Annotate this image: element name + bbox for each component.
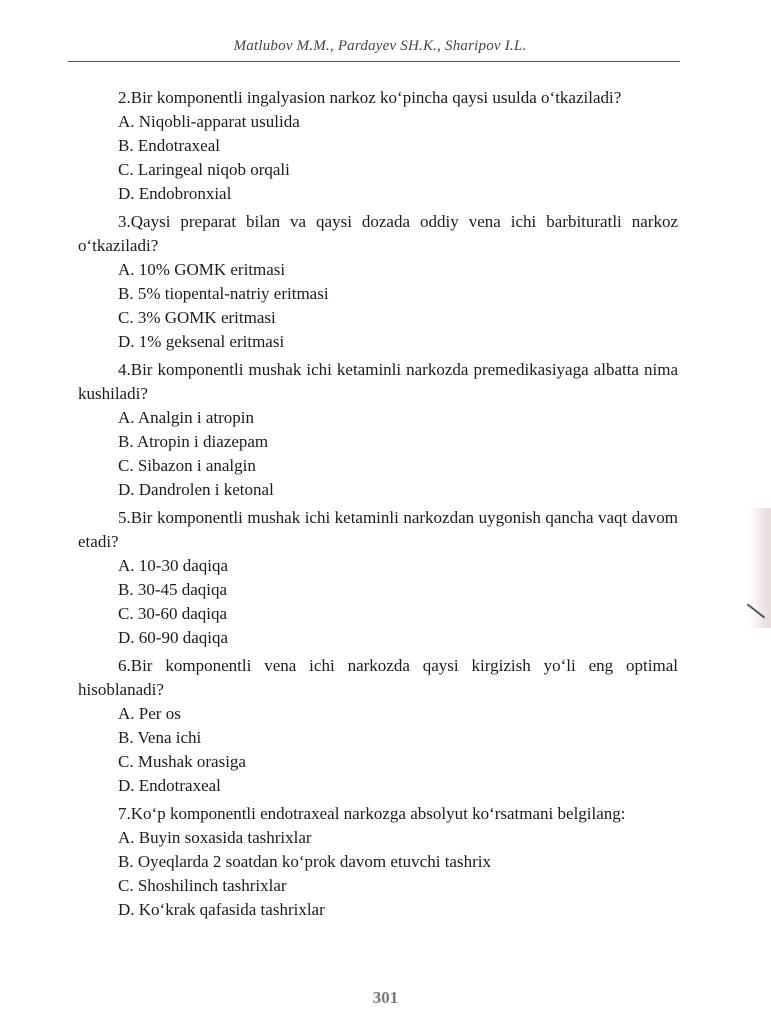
answer-options [78,258,678,354]
question-text: 3.Qaysi preparat bilan va qaysi dozada oddiy vena ichi barbituratli narkoz o‘tkaziladi? [78,212,678,255]
answer-options [78,554,678,650]
option-d: D. 1% geksenal eritmasi [118,332,285,351]
option-d: D. Ko‘krak qafasida tashrixlar [118,900,325,919]
answer-options [78,110,678,206]
option-b: B. Atropin i diazepam [118,432,269,451]
question-text: 4.Bir komponentli mushak ichi ketaminli narkozda premedikasiyaga albatta nima kushiladi? [78,360,678,403]
option-b: B. Oyeqlarda 2 soatdan ko‘prok davom etuvchi tashrix [118,852,491,871]
question-3 [78,210,678,354]
option-a: A. 10-30 daqiqa [118,556,229,575]
option-c: C. 30-60 daqiqa [118,604,228,623]
question-6 [78,654,678,798]
question-text: 7.Ko‘p komponentli endotraxeal narkozga absolyut ko‘rsatmani belgilang: [118,804,626,823]
option-c: C. Shoshilinch tashrixlar [118,876,287,895]
question-list [78,86,678,926]
page-edge-shadow [749,508,771,628]
answer-options [78,702,678,798]
option-c: C. Laringeal niqob orqali [118,160,290,179]
option-d: D. Endotraxeal [118,776,221,795]
option-a: A. Niqobli-apparat usulida [118,112,300,131]
question-text: 2.Bir komponentli ingalyasion narkoz ko‘pincha qaysi usulda o‘tkaziladi? [118,88,622,107]
option-c: C. Mushak orasiga [118,752,246,771]
option-b: B. Vena ichi [118,728,202,747]
option-d: D. Endobronxial [118,184,232,203]
option-a: A. Per os [118,704,181,723]
answer-options [78,826,678,922]
answer-options [78,406,678,502]
header-rule [68,61,680,62]
page-number: 301 [372,988,399,1007]
option-a: A. Analgin i atropin [118,408,254,427]
question-4 [78,358,678,502]
option-a: A. 10% GOMK eritmasi [118,260,286,279]
option-d: D. Dandrolen i ketonal [118,480,274,499]
question-text: 5.Bir komponentli mushak ichi ketaminli narkozdan uygonish qancha vaqt davom etadi? [78,508,678,551]
question-5 [78,506,678,650]
question-7 [78,802,678,922]
question-2 [78,86,678,206]
option-c: C. 3% GOMK eritmasi [118,308,276,327]
option-a: A. Buyin soxasida tashrixlar [118,828,312,847]
option-c: C. Sibazon i analgin [118,456,256,475]
running-header: Matlubov M.M., Pardayev SH.K., Sharipov I.L. [233,38,527,54]
option-b: B. Endotraxeal [118,136,220,155]
option-b: B. 5% tiopental-natriy eritmasi [118,284,329,303]
option-d: D. 60-90 daqiqa [118,628,229,647]
option-b: B. 30-45 daqiqa [118,580,228,599]
question-text: 6.Bir komponentli vena ichi narkozda qaysi kirgizish yo‘li eng optimal hisoblanadi? [78,656,678,699]
